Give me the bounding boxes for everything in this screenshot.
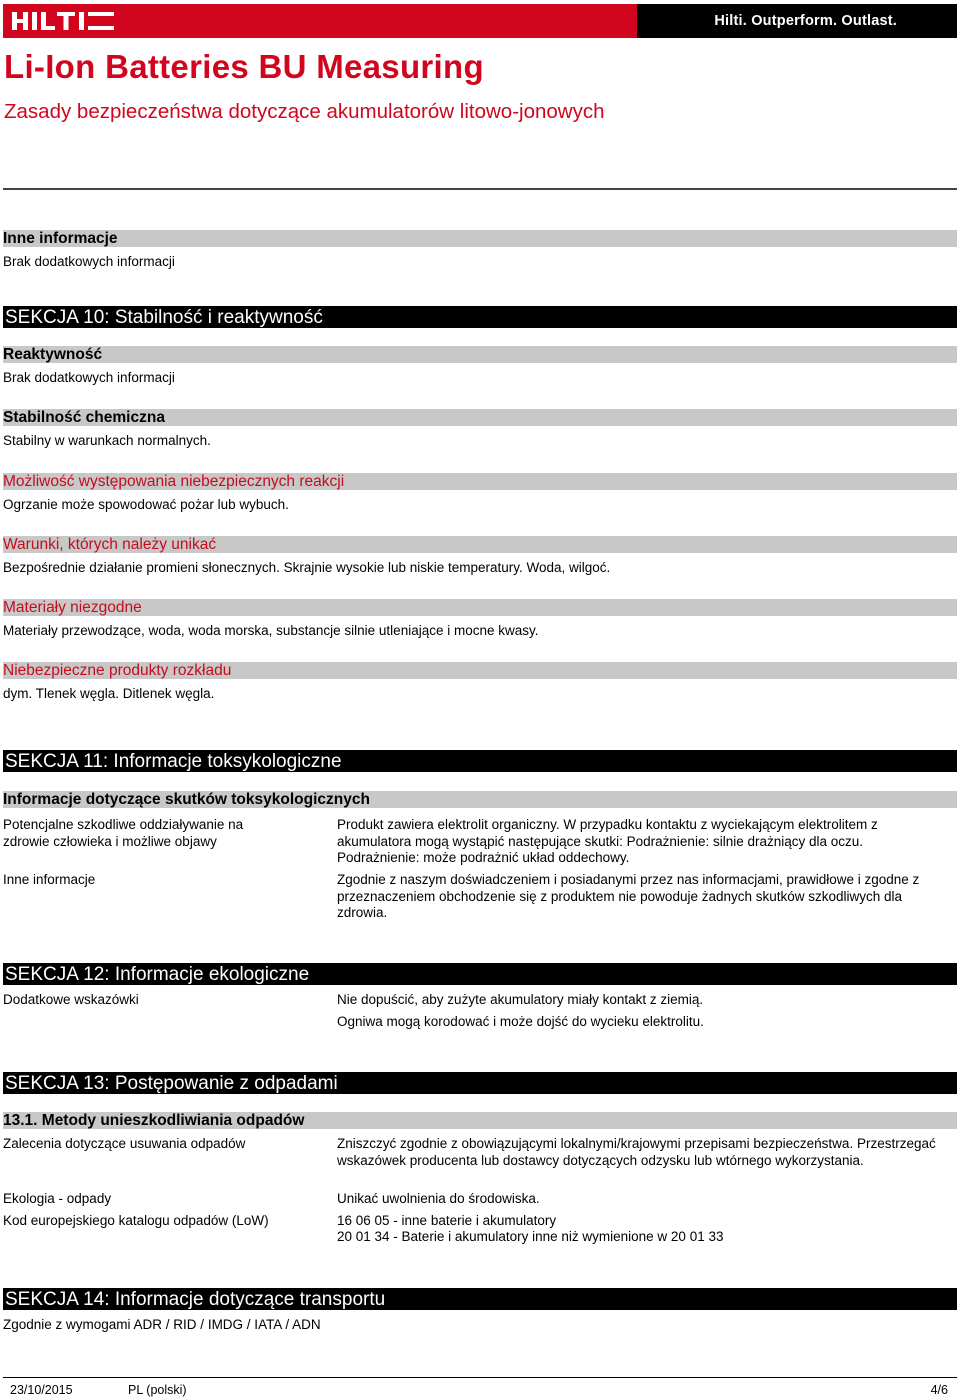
conditions-avoid-text: Bezpośrednie działanie promieni słonecznych. Skrajnie wysokie lub niskie temperatury. Woda, wilgoć. bbox=[3, 560, 611, 575]
stability-text: Stabilny w warunkach normalnych. bbox=[3, 433, 211, 448]
waste-row1-label: Zalecenia dotyczące usuwania odpadów bbox=[3, 1136, 246, 1151]
waste-row2-value: Unikać uwolnienia do środowiska. bbox=[337, 1191, 540, 1206]
waste-methods-heading: 13.1. Metody unieszkodliwiania odpadów bbox=[3, 1112, 957, 1129]
eco-row-value-2: Ogniwa mogą korodować i może dojść do wycieku elektrolitu. bbox=[337, 1014, 704, 1029]
tox-effects-heading: Informacje dotyczące skutków toksykologicznych bbox=[3, 791, 957, 808]
waste-row3-value-1: 16 06 05 - inne baterie i akumulatory bbox=[337, 1213, 557, 1228]
decomposition-products-text: dym. Tlenek węgla. Ditlenek węgla. bbox=[3, 686, 215, 701]
tox-row2-label: Inne informacje bbox=[3, 872, 96, 887]
eco-row-label: Dodatkowe wskazówki bbox=[3, 992, 139, 1007]
decomposition-products-heading: Niebezpieczne produkty rozkładu bbox=[3, 662, 957, 679]
section-10-title: SEKCJA 10: Stabilność i reaktywność bbox=[3, 306, 957, 328]
page-title: Li-Ion Batteries BU Measuring bbox=[4, 48, 484, 85]
hazardous-reactions-text: Ogrzanie może spowodować pożar lub wybuch. bbox=[3, 497, 289, 512]
footer-language: PL (polski) bbox=[128, 1383, 187, 1397]
tox-row2-value: Zgodnie z naszym doświadczeniem i posiadanymi przez nas informacjami, prawidłowe i zgodne z przeznaczeniem obchodzenie się z produktem nie powoduje żadnych skutków szkodliwych dla zdrowia. bbox=[337, 872, 920, 920]
waste-row3-label: Kod europejskiego katalogu odpadów (LoW) bbox=[3, 1213, 269, 1228]
section-12-title: SEKCJA 12: Informacje ekologiczne bbox=[3, 963, 957, 985]
section-13-title: SEKCJA 13: Postępowanie z odpadami bbox=[3, 1072, 957, 1094]
section-11-title: SEKCJA 11: Informacje toksykologiczne bbox=[3, 750, 957, 772]
header-divider bbox=[3, 188, 957, 190]
header-slogan: Hilti. Outperform. Outlast. bbox=[637, 4, 957, 38]
reactivity-text: Brak dodatkowych informacji bbox=[3, 370, 175, 385]
page-subtitle: Zasady bezpieczeństwa dotyczące akumulatorów litowo-jonowych bbox=[4, 100, 605, 123]
other-info-text: Brak dodatkowych informacji bbox=[3, 254, 175, 269]
waste-row3-value-2: 20 01 34 - Baterie i akumulatory inne niż wymienione w 20 01 33 bbox=[337, 1229, 724, 1244]
hazardous-reactions-heading: Możliwość występowania niebezpiecznych reakcji bbox=[3, 473, 957, 490]
tox-row1-label: Potencjalne szkodliwe oddziaływanie na zdrowie człowieka i możliwe objawy bbox=[3, 817, 244, 849]
incompatible-materials-text: Materiały przewodzące, woda, woda morska, substancje silnie utleniające i mocne kwasy. bbox=[3, 623, 539, 638]
waste-row1-value: Zniszczyć zgodnie z obowiązującymi lokalnymi/krajowymi przepisami bezpieczeństwa. Przestrzegać wskazówek producenta lub dostawcy dotyczących odzysku lub wtórnego wykorzystania. bbox=[337, 1136, 936, 1168]
footer-page-number: 4/6 bbox=[930, 1383, 948, 1397]
eco-row-value-1: Nie dopuścić, aby zużyte akumulatory miały kontakt z ziemią. bbox=[337, 992, 704, 1007]
section-14-title: SEKCJA 14: Informacje dotyczące transportu bbox=[3, 1288, 957, 1310]
incompatible-materials-heading: Materiały niezgodne bbox=[3, 599, 957, 616]
other-info-heading: Inne informacje bbox=[3, 230, 957, 247]
transport-text: Zgodnie z wymogami ADR / RID / IMDG / IATA / ADN bbox=[3, 1317, 321, 1332]
stability-heading: Stabilność chemiczna bbox=[3, 409, 957, 426]
conditions-avoid-heading: Warunki, których należy unikać bbox=[3, 536, 957, 553]
tox-row1-value: Produkt zawiera elektrolit organiczny. W przypadku kontaktu z wyciekającym elektrolitem z akumulatora mogą wystąpić następujące skutki: Podrażnienie: silnie drażniący dla oczu. Podrażnienie: może podrażnić układ oddechowy. bbox=[337, 817, 878, 865]
waste-row2-label: Ekologia - odpady bbox=[3, 1191, 112, 1206]
reactivity-heading: Reaktywność bbox=[3, 346, 957, 363]
footer-date: 23/10/2015 bbox=[10, 1383, 73, 1397]
hilti-logo bbox=[10, 9, 118, 33]
footer-divider bbox=[3, 1377, 957, 1378]
